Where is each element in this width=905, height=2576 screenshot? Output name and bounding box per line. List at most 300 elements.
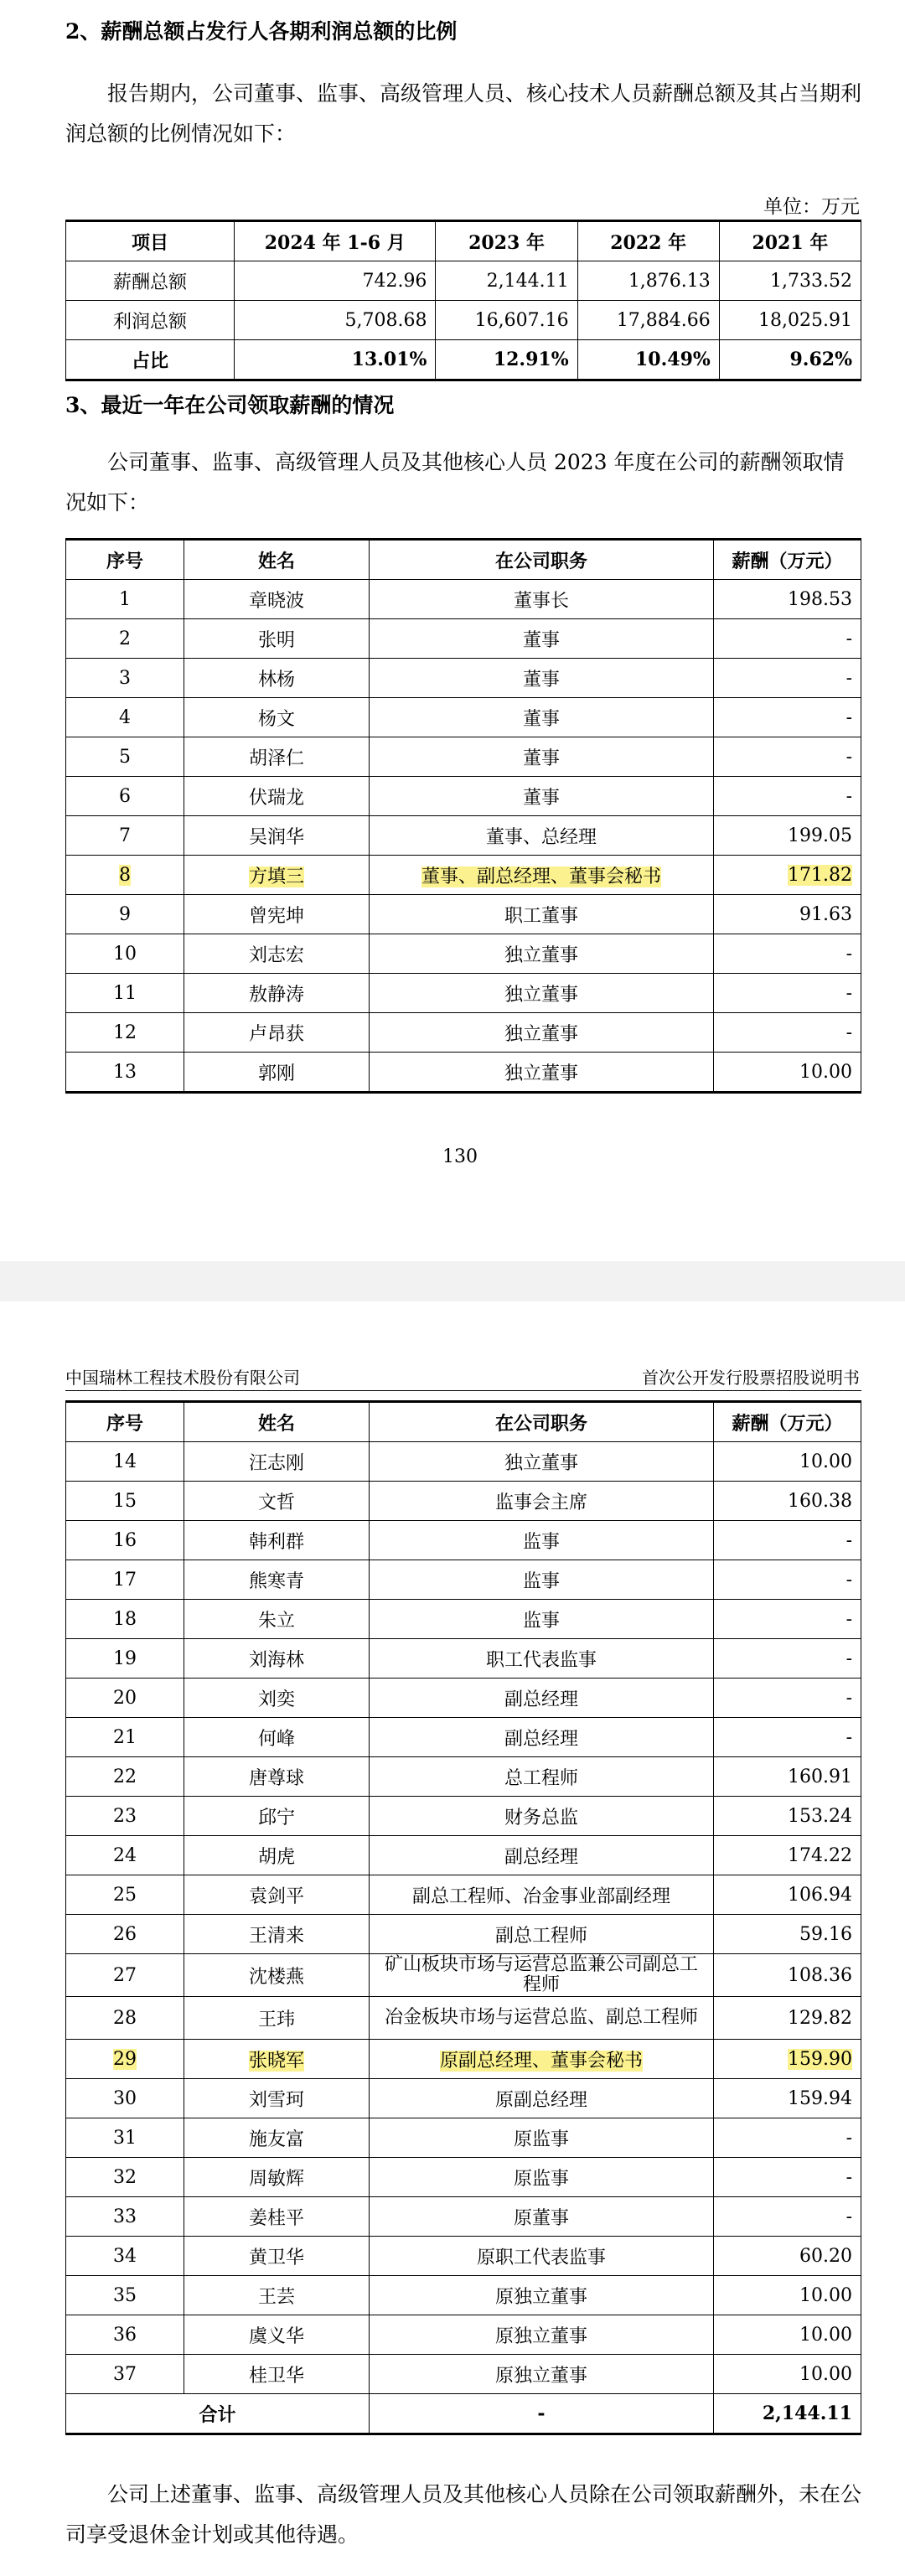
person-name — [184, 2315, 370, 2355]
position — [370, 856, 714, 895]
salary-text: 91.63 — [799, 903, 852, 925]
person-name — [184, 895, 370, 934]
person-name-text: 张晓军 — [248, 2050, 304, 2072]
salary-text: 199.05 — [788, 825, 852, 846]
row-index — [66, 619, 184, 659]
table-row — [66, 698, 861, 737]
salary-text: 198.53 — [788, 588, 852, 610]
table-row — [66, 1679, 861, 1718]
salary — [714, 1997, 861, 2040]
salary — [714, 2079, 861, 2118]
row-index — [66, 1560, 184, 1600]
table-row — [66, 2355, 861, 2394]
person-name-text: 胡泽仁 — [248, 747, 304, 769]
row-index-text: 12 — [113, 1022, 137, 1043]
position — [370, 1954, 714, 1997]
person-name — [184, 1560, 370, 1600]
section-heading-3: 3、最近一年在公司领取薪酬的情况 — [65, 393, 395, 417]
position — [370, 580, 714, 619]
salary-text: - — [846, 667, 852, 689]
person-name-text: 沈楼燕 — [248, 1966, 304, 1988]
person-name-text: 邱宁 — [257, 1807, 295, 1829]
position-text: 监事 — [522, 1610, 560, 1632]
page-gap — [0, 1261, 905, 1301]
person-name-text: 王玮 — [257, 2009, 295, 2030]
person-name — [184, 737, 370, 777]
salary — [714, 1757, 861, 1797]
row-index — [66, 2158, 184, 2197]
row-index-text: 4 — [119, 706, 131, 728]
cell: 1,876.13 — [577, 261, 719, 301]
position-text: 监事 — [522, 1531, 560, 1553]
row-index-text: 19 — [113, 1648, 137, 1669]
person-name — [184, 2197, 370, 2237]
person-name — [184, 1915, 370, 1954]
person-name-text: 卢昂获 — [248, 1023, 304, 1045]
person-name — [184, 2237, 370, 2276]
header-cell: 在公司职务 — [370, 1402, 714, 1442]
table-row — [66, 2197, 861, 2237]
position-text: 总工程师 — [504, 1767, 578, 1789]
person-name — [184, 1521, 370, 1560]
row-index-text: 25 — [113, 1884, 137, 1906]
row-index-text: 15 — [113, 1490, 137, 1512]
salary-text: - — [846, 2127, 852, 2149]
row-index — [66, 1954, 184, 1997]
row-label: 利润总额 — [66, 301, 235, 340]
table-row — [66, 1560, 861, 1600]
table-row — [66, 2315, 861, 2355]
person-name — [184, 1600, 370, 1639]
position — [370, 1875, 714, 1915]
person-name-text: 郭刚 — [257, 1063, 295, 1084]
header-cell: 项目 — [66, 221, 235, 261]
person-name — [184, 1718, 370, 1757]
position-text: 原董事 — [513, 2207, 569, 2229]
position-text: 原独立董事 — [494, 2365, 587, 2387]
salary — [714, 1836, 861, 1875]
person-name-text: 张明 — [257, 629, 295, 651]
person-name-text: 姜桂平 — [248, 2207, 304, 2229]
salary — [714, 1482, 861, 1521]
compensation-table-part2 — [65, 1400, 861, 2435]
salary — [714, 2197, 861, 2237]
compensation-table-part1 — [65, 538, 861, 1094]
person-name-text: 唐尊球 — [248, 1767, 304, 1789]
person-name — [184, 2040, 370, 2079]
person-name-text: 胡虎 — [257, 1846, 295, 1868]
table-row — [66, 301, 861, 340]
cell: 13.01% — [235, 340, 436, 380]
header-company-name: 中国瑞林工程技术股份有限公司 — [65, 1368, 300, 1388]
salary-text: 129.82 — [788, 2007, 852, 2029]
table-row — [66, 1718, 861, 1757]
person-name-text: 敖静涛 — [248, 984, 304, 1006]
row-index — [66, 2040, 184, 2079]
position-text: 董事、总经理 — [485, 826, 597, 848]
position — [370, 934, 714, 974]
compensation-ratio-table — [65, 220, 861, 381]
person-name — [184, 1679, 370, 1718]
position-text: 独立董事 — [504, 1452, 578, 1474]
salary-text: - — [846, 2206, 852, 2227]
salary-text: 10.00 — [799, 2284, 852, 2306]
person-name-text: 熊寒青 — [248, 1570, 304, 1592]
person-name — [184, 856, 370, 895]
row-index — [66, 1679, 184, 1718]
header-cell: 薪酬（万元） — [714, 540, 861, 580]
table-row — [66, 1915, 861, 1954]
table-header-row — [66, 1402, 861, 1442]
row-index — [66, 1521, 184, 1560]
salary — [714, 1053, 861, 1093]
position-text: 独立董事 — [504, 1063, 578, 1084]
salary — [714, 1600, 861, 1639]
position — [370, 1600, 714, 1639]
header-cell: 姓名 — [184, 540, 370, 580]
position — [370, 895, 714, 934]
position — [370, 777, 714, 816]
salary — [714, 1915, 861, 1954]
person-name — [184, 2079, 370, 2118]
person-name-text: 周敏辉 — [248, 2168, 304, 2190]
table-row — [66, 974, 861, 1013]
table-row — [66, 659, 861, 698]
position — [370, 1997, 714, 2040]
row-index-text: 22 — [113, 1766, 137, 1787]
row-index-text: 28 — [113, 2007, 137, 2029]
position-text: 冶金板块市场与运营总监、副总工程师 — [384, 2007, 698, 2028]
position — [370, 1560, 714, 1600]
salary-text: - — [846, 706, 852, 728]
position — [370, 816, 714, 856]
salary — [714, 1639, 861, 1679]
position — [370, 2276, 714, 2315]
salary — [714, 1560, 861, 1600]
total-row — [66, 2394, 861, 2434]
row-index — [66, 1053, 184, 1093]
total-salary: 2,144.11 — [714, 2394, 861, 2434]
salary-text: - — [846, 1022, 852, 1043]
row-index-text: 33 — [113, 2206, 137, 2227]
person-name-text: 桂卫华 — [248, 2365, 304, 2387]
person-name-text: 施友富 — [248, 2129, 304, 2150]
salary-text: - — [846, 785, 852, 807]
person-name — [184, 2276, 370, 2315]
person-name — [184, 1954, 370, 1997]
row-index-text: 32 — [113, 2166, 137, 2188]
person-name-text: 章晓波 — [248, 590, 304, 612]
person-name — [184, 1639, 370, 1679]
person-name-text: 杨文 — [257, 708, 295, 730]
position — [370, 698, 714, 737]
table-row — [66, 1997, 861, 2040]
table-row — [66, 2040, 861, 2079]
page-131 — [0, 1301, 905, 2576]
row-index — [66, 1639, 184, 1679]
header-document-title: 首次公开发行股票招股说明书 — [642, 1368, 860, 1388]
salary-text: - — [846, 628, 852, 649]
person-name-text: 黄卫华 — [248, 2247, 304, 2268]
position-text: 原副总经理、董事会秘书 — [439, 2050, 643, 2072]
row-index — [66, 1836, 184, 1875]
unit-label: 单位：万元 — [763, 196, 860, 218]
person-name — [184, 1442, 370, 1482]
position-text: 原职工代表监事 — [476, 2247, 606, 2268]
salary-text: - — [846, 1529, 852, 1551]
salary-text: 160.91 — [788, 1766, 852, 1787]
table-row — [66, 619, 861, 659]
row-index — [66, 2118, 184, 2158]
position — [370, 974, 714, 1013]
salary — [714, 659, 861, 698]
table-header-row — [66, 221, 861, 261]
table-row — [66, 895, 861, 934]
position-text: 独立董事 — [504, 944, 578, 966]
row-index-text: 36 — [113, 2324, 137, 2346]
table-row — [66, 1757, 861, 1797]
table-row — [66, 2237, 861, 2276]
row-index — [66, 698, 184, 737]
salary — [714, 1718, 861, 1757]
row-index — [66, 2276, 184, 2315]
row-index-text: 34 — [113, 2245, 137, 2267]
table-row — [66, 1797, 861, 1836]
position — [370, 2315, 714, 2355]
salary-text: - — [846, 1569, 852, 1591]
person-name-text: 韩利群 — [248, 1531, 304, 1553]
row-index — [66, 1797, 184, 1836]
position-text: 原监事 — [513, 2168, 569, 2190]
position-text: 董事、副总经理、董事会秘书 — [421, 866, 661, 887]
row-index — [66, 2079, 184, 2118]
intro-paragraph-2: 公司董事、监事、高级管理人员及其他核心人员 2023 年度在公司的薪酬领取情况如下： — [65, 450, 845, 515]
person-name — [184, 1797, 370, 1836]
person-name-text: 王清来 — [248, 1925, 304, 1947]
person-name — [184, 816, 370, 856]
row-index-text: 17 — [113, 1569, 137, 1591]
row-index-text: 5 — [119, 746, 131, 768]
table-row — [66, 261, 861, 301]
table-row — [66, 934, 861, 974]
cell: 5,708.68 — [235, 301, 436, 340]
person-name — [184, 659, 370, 698]
position-text: 副总工程师 — [494, 1925, 587, 1947]
position-text: 职工代表监事 — [485, 1649, 597, 1671]
row-index — [66, 659, 184, 698]
salary — [714, 974, 861, 1013]
salary — [714, 2158, 861, 2197]
person-name — [184, 1836, 370, 1875]
row-index — [66, 777, 184, 816]
salary-text: 159.94 — [788, 2087, 852, 2109]
person-name-text: 方填三 — [248, 866, 304, 887]
position — [370, 1679, 714, 1718]
row-index — [66, 1757, 184, 1797]
person-name-text: 林杨 — [257, 669, 295, 691]
salary-text: - — [846, 2166, 852, 2188]
salary-text: 106.94 — [788, 1884, 852, 1906]
closing-paragraph: 公司上述董事、监事、高级管理人员及其他核心人员除在公司领取薪酬外，未在公司享受退休金计划或其他待遇。 — [65, 2482, 862, 2547]
position-text: 监事 — [522, 1570, 560, 1592]
row-index-text: 6 — [119, 785, 131, 807]
cell: 17,884.66 — [577, 301, 719, 340]
person-name — [184, 1482, 370, 1521]
table-row — [66, 1482, 861, 1521]
table-row-ratio — [66, 340, 861, 380]
cell: 1,733.52 — [719, 261, 861, 301]
position — [370, 2079, 714, 2118]
table-row — [66, 2158, 861, 2197]
row-index-text: 13 — [113, 1061, 137, 1083]
row-index-text: 31 — [113, 2127, 137, 2149]
salary — [714, 1521, 861, 1560]
salary — [714, 2040, 861, 2079]
row-label: 占比 — [66, 340, 235, 380]
position-text: 董事 — [522, 708, 560, 730]
table-row — [66, 1639, 861, 1679]
row-index — [66, 816, 184, 856]
row-index-text: 18 — [113, 1608, 137, 1630]
position — [370, 1482, 714, 1521]
position-text: 副总经理 — [504, 1846, 578, 1868]
person-name — [184, 619, 370, 659]
salary-text: 10.00 — [799, 1061, 852, 1083]
position-text: 董事 — [522, 787, 560, 809]
salary — [714, 1797, 861, 1836]
person-name — [184, 974, 370, 1013]
position-text: 董事 — [522, 747, 560, 769]
header-cell: 序号 — [66, 540, 184, 580]
row-index-text: 37 — [113, 2363, 137, 2385]
salary — [714, 2276, 861, 2315]
position-text: 原副总经理 — [494, 2089, 587, 2111]
salary-text: 174.22 — [788, 1844, 852, 1866]
person-name-text: 朱立 — [257, 1610, 295, 1632]
salary-text: 159.90 — [788, 2048, 852, 2070]
position — [370, 1836, 714, 1875]
row-index-text: 7 — [119, 825, 131, 846]
position-text: 董事 — [522, 669, 560, 691]
position — [370, 619, 714, 659]
row-index — [66, 1915, 184, 1954]
position — [370, 1442, 714, 1482]
row-index-text: 11 — [113, 982, 137, 1004]
row-index-text: 21 — [113, 1726, 137, 1748]
row-index-text: 27 — [113, 1964, 137, 1986]
row-index — [66, 934, 184, 974]
salary-text: 10.00 — [799, 1451, 852, 1472]
person-name — [184, 698, 370, 737]
row-index — [66, 974, 184, 1013]
salary-text: - — [846, 1687, 852, 1709]
salary — [714, 2237, 861, 2276]
position-text: 矿山板块市场与运营总监兼公司副总工程师 — [384, 1954, 698, 1995]
position-text: 原独立董事 — [494, 2286, 587, 2308]
table-row — [66, 1875, 861, 1915]
salary-text: 59.16 — [799, 1923, 852, 1945]
salary-text: - — [846, 1726, 852, 1748]
cell: 10.49% — [577, 340, 719, 380]
table-header-row — [66, 540, 861, 580]
table-row — [66, 580, 861, 619]
header-cell: 2023 年 — [436, 221, 577, 261]
row-index — [66, 737, 184, 777]
person-name — [184, 2158, 370, 2197]
position-text: 原监事 — [513, 2129, 569, 2150]
position — [370, 2355, 714, 2394]
person-name-text: 刘志宏 — [248, 944, 304, 966]
salary-text: 171.82 — [788, 864, 852, 886]
cell: 742.96 — [235, 261, 436, 301]
row-index — [66, 1442, 184, 1482]
position-text: 原独立董事 — [494, 2325, 587, 2347]
salary-text: - — [846, 1608, 852, 1630]
salary — [714, 2315, 861, 2355]
row-index — [66, 1718, 184, 1757]
position — [370, 1718, 714, 1757]
salary — [714, 777, 861, 816]
header-cell: 在公司职务 — [370, 540, 714, 580]
table-row — [66, 2276, 861, 2315]
position-text: 副总经理 — [504, 1689, 578, 1710]
row-index-text: 8 — [119, 864, 131, 886]
table-row — [66, 856, 861, 895]
position — [370, 1639, 714, 1679]
salary-text: 160.38 — [788, 1490, 852, 1512]
row-index — [66, 2237, 184, 2276]
person-name-text: 文哲 — [257, 1492, 295, 1513]
person-name-text: 刘海林 — [248, 1649, 304, 1671]
person-name-text: 王芸 — [257, 2286, 295, 2308]
position — [370, 2158, 714, 2197]
person-name-text: 何峰 — [257, 1728, 295, 1750]
row-index — [66, 2315, 184, 2355]
person-name — [184, 1997, 370, 2040]
cell: 9.62% — [719, 340, 861, 380]
salary — [714, 856, 861, 895]
position — [370, 1013, 714, 1053]
position-text: 董事长 — [513, 590, 569, 612]
salary — [714, 2118, 861, 2158]
page-130 — [0, 0, 905, 1261]
table-row — [66, 2079, 861, 2118]
salary-text: - — [846, 943, 852, 965]
position — [370, 1797, 714, 1836]
position-text: 财务总监 — [504, 1807, 578, 1829]
table-row — [66, 816, 861, 856]
person-name — [184, 1013, 370, 1053]
row-index-text: 16 — [113, 1529, 137, 1551]
position-text: 董事 — [522, 629, 560, 651]
row-index — [66, 580, 184, 619]
row-index — [66, 2355, 184, 2394]
table-row — [66, 1521, 861, 1560]
salary-text: 108.36 — [788, 1964, 852, 1986]
row-index — [66, 1997, 184, 2040]
position — [370, 1757, 714, 1797]
salary-text: - — [846, 1648, 852, 1669]
salary — [714, 619, 861, 659]
position — [370, 1521, 714, 1560]
row-index — [66, 856, 184, 895]
row-index-text: 30 — [113, 2087, 137, 2109]
person-name-text: 伏瑞龙 — [248, 787, 304, 809]
row-index-text: 29 — [113, 2048, 137, 2070]
header-cell: 姓名 — [184, 1402, 370, 1442]
salary-text: 60.20 — [799, 2245, 852, 2267]
header-cell: 2021 年 — [719, 221, 861, 261]
